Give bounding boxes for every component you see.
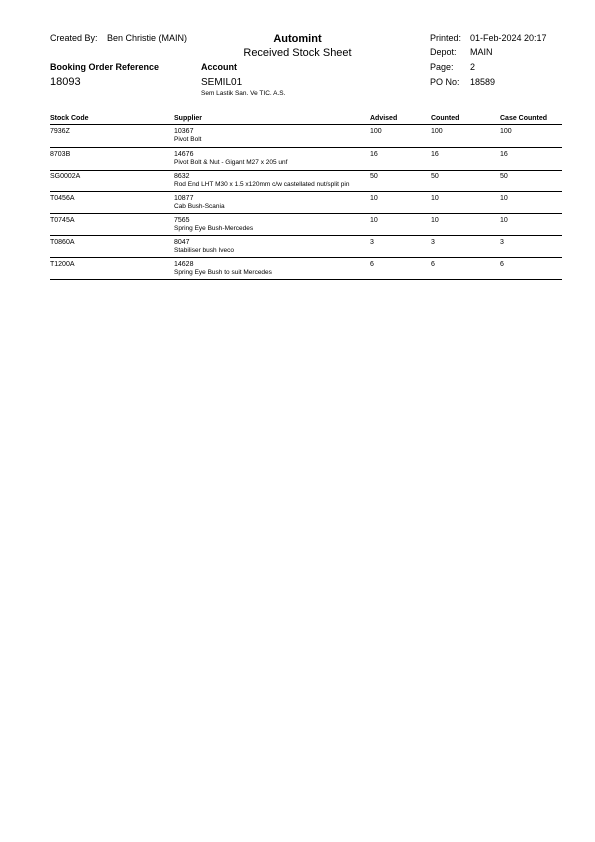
row-rule [50, 279, 562, 280]
page-value: 2 [470, 62, 476, 72]
stock-code: T1200A [50, 261, 75, 268]
col-header-advised: Advised [370, 115, 398, 122]
counted-qty: 100 [431, 128, 443, 135]
counted-qty: 16 [431, 151, 439, 158]
counted-qty: 3 [431, 239, 435, 246]
case-counted-qty: 10 [500, 217, 508, 224]
col-header-counted: Counted [431, 115, 460, 122]
stock-code: T0456A [50, 195, 75, 202]
advised-qty: 100 [370, 128, 382, 135]
booking-value: 18093 [50, 76, 81, 88]
row-rule [50, 191, 562, 192]
case-counted-qty: 6 [500, 261, 504, 268]
col-header-stock-code: Stock Code [50, 115, 89, 122]
po-value: 18589 [470, 77, 496, 87]
supplier-code: 14676 [174, 151, 194, 158]
supplier-code: 14628 [174, 261, 194, 268]
stock-code: 8703B [50, 151, 71, 158]
advised-qty: 3 [370, 239, 374, 246]
case-counted-qty: 10 [500, 195, 508, 202]
row-rule [50, 213, 562, 214]
stock-code: T0745A [50, 217, 75, 224]
advised-qty: 50 [370, 173, 378, 180]
account-value: SEMIL01 [201, 77, 243, 88]
col-header-case-counted: Case Counted [500, 115, 548, 122]
item-description: Pivot Bolt [174, 136, 202, 143]
printed-label: Printed: [430, 33, 462, 43]
col-header-supplier: Supplier [174, 115, 203, 122]
sheet-title: Received Stock Sheet [243, 47, 352, 59]
item-description: Pivot Bolt & Nut - Gigant M27 x 205 unf [174, 159, 288, 166]
header-rule [50, 124, 562, 125]
item-description: Spring Eye Bush-Mercedes [174, 225, 254, 232]
counted-qty: 50 [431, 173, 439, 180]
account-label: Account [201, 62, 237, 72]
item-description: Spring Eye Bush to suit Mercedes [174, 269, 272, 276]
created-by-value: Ben Christie (MAIN) [107, 33, 188, 43]
supplier-code: 10877 [174, 195, 194, 202]
supplier-code: 8047 [174, 239, 190, 246]
company-name: Automint [273, 33, 322, 45]
stock-code: SG0002A [50, 173, 81, 180]
advised-qty: 10 [370, 217, 378, 224]
advised-qty: 6 [370, 261, 374, 268]
advised-qty: 10 [370, 195, 378, 202]
supplier-code: 10367 [174, 128, 194, 135]
stock-code: 7936Z [50, 128, 70, 135]
item-description: Rod End LHT M30 x 1.5 x120mm c/w castellated nut/split pin [174, 181, 350, 188]
supplier-code: 8632 [174, 173, 190, 180]
row-rule [50, 257, 562, 258]
depot-label: Depot: [430, 47, 457, 57]
booking-label: Booking Order Reference [50, 62, 160, 72]
stock-code: T0860A [50, 239, 75, 246]
page-label: Page: [430, 62, 454, 72]
case-counted-qty: 3 [500, 239, 504, 246]
supplier-code: 7565 [174, 217, 190, 224]
case-counted-qty: 100 [500, 128, 512, 135]
row-rule [50, 147, 562, 148]
po-label: PO No: [430, 77, 460, 87]
item-description: Cab Bush-Scania [174, 203, 225, 210]
case-counted-qty: 16 [500, 151, 508, 158]
created-by-label: Created By: [50, 33, 98, 43]
row-rule [50, 235, 562, 236]
case-counted-qty: 50 [500, 173, 508, 180]
advised-qty: 16 [370, 151, 378, 158]
counted-qty: 6 [431, 261, 435, 268]
depot-value: MAIN [470, 47, 493, 57]
account-name: Sem Lastik San. Ve TIC. A.S. [201, 90, 286, 97]
counted-qty: 10 [431, 217, 439, 224]
counted-qty: 10 [431, 195, 439, 202]
row-rule [50, 170, 562, 171]
printed-value: 01-Feb-2024 20:17 [470, 33, 547, 43]
item-description: Stabiliser bush Iveco [174, 247, 234, 254]
